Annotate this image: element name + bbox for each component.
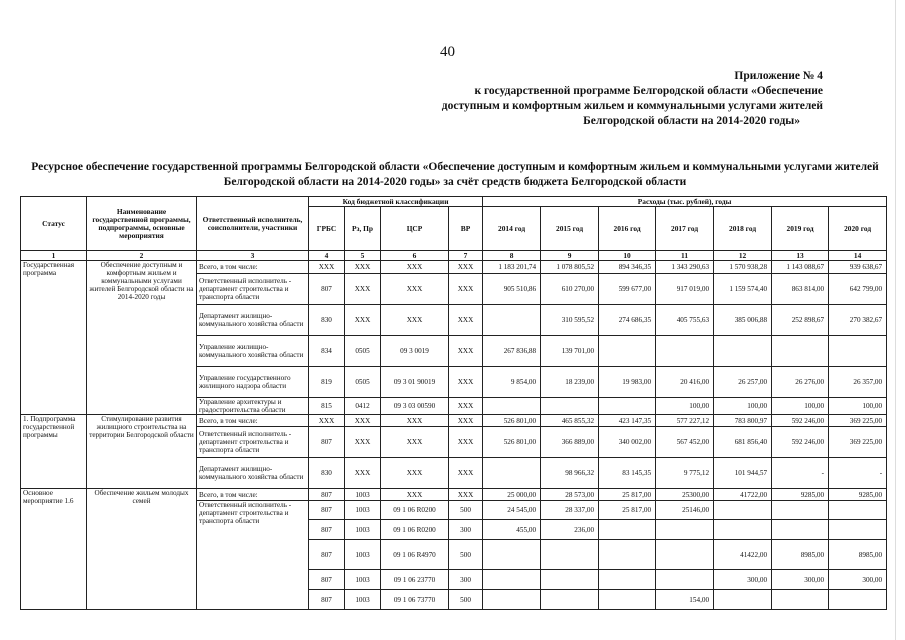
row-executor: Всего, в том числе: <box>197 415 309 427</box>
table-cell: ХХХ <box>381 427 449 458</box>
table-row <box>21 415 887 427</box>
table-cell: 526 801,00 <box>483 427 541 458</box>
table-cell <box>772 336 829 367</box>
header-name: Наименование государственной программы, подпрограммы, основные мероприятия <box>87 197 197 251</box>
table-cell: 807 <box>309 489 345 501</box>
table-cell: 101 944,57 <box>714 458 772 489</box>
table-cell: 1 159 574,40 <box>714 274 772 305</box>
table-cell: 25 000,00 <box>483 489 541 501</box>
table-cell <box>483 458 541 489</box>
table-cell: ХХХ <box>381 489 449 501</box>
table-cell: 300 <box>449 570 483 590</box>
table-cell: 9285,00 <box>772 489 829 501</box>
header-2018: 2018 год <box>714 207 772 251</box>
table-cell: ХХХ <box>309 261 345 274</box>
table-cell: 41422,00 <box>714 540 772 570</box>
table-cell: 592 246,00 <box>772 427 829 458</box>
table-cell <box>656 570 714 590</box>
table-cell: 09 3 01 90019 <box>381 367 449 398</box>
table-cell: 863 814,00 <box>772 274 829 305</box>
col-num: 2 <box>87 251 197 261</box>
table-cell: ХХХ <box>449 398 483 415</box>
table-cell: ХХХ <box>345 427 381 458</box>
table-cell: 830 <box>309 305 345 336</box>
table-cell: 917 019,00 <box>656 274 714 305</box>
table-cell: 9 854,00 <box>483 367 541 398</box>
table-cell <box>599 336 656 367</box>
table-cell: 1 570 938,28 <box>714 261 772 274</box>
table-cell: 807 <box>309 540 345 570</box>
table-cell: 1003 <box>345 590 381 610</box>
table-cell: 25 817,00 <box>599 501 656 520</box>
row-name: Обеспечение доступным и комфортным жильем и коммунальными услугами жителей Белгородской области на 2014-2020 годы <box>87 261 197 415</box>
table-cell: ХХХ <box>309 415 345 427</box>
col-num: 13 <box>772 251 829 261</box>
table-cell <box>656 540 714 570</box>
table-cell: 807 <box>309 427 345 458</box>
table-cell: 139 701,00 <box>541 336 599 367</box>
table-cell: 100,00 <box>772 398 829 415</box>
table-cell: ХХХ <box>449 274 483 305</box>
table-cell <box>656 520 714 540</box>
table-cell <box>829 501 887 520</box>
col-num: 11 <box>656 251 714 261</box>
table-cell: 405 755,63 <box>656 305 714 336</box>
row-executor: Управление государственного жилищного надзора области <box>197 367 309 398</box>
header-2014: 2014 год <box>483 207 541 251</box>
table-cell: 9 775,12 <box>656 458 714 489</box>
table-cell: 577 227,12 <box>656 415 714 427</box>
table-cell: 09 1 06 R0200 <box>381 520 449 540</box>
table-cell <box>599 398 656 415</box>
col-num: 5 <box>345 251 381 261</box>
row-status: Государственная программа <box>21 261 87 415</box>
table-cell: ХХХ <box>449 415 483 427</box>
table-cell: 1003 <box>345 570 381 590</box>
table-cell <box>483 590 541 610</box>
table-cell <box>829 336 887 367</box>
table-cell: 1 343 290,63 <box>656 261 714 274</box>
appendix-line-4: Белгородской области на 2014-2020 годы» <box>583 115 800 127</box>
table-cell: 567 452,00 <box>656 427 714 458</box>
table-cell: 1003 <box>345 540 381 570</box>
scan-edge <box>895 0 896 640</box>
table-cell: 830 <box>309 458 345 489</box>
table-cell <box>541 540 599 570</box>
table-cell: 267 836,88 <box>483 336 541 367</box>
table-cell: ХХХ <box>345 458 381 489</box>
table-cell: 300,00 <box>772 570 829 590</box>
table-cell: ХХХ <box>381 261 449 274</box>
header-2020: 2020 год <box>829 207 887 251</box>
col-num: 10 <box>599 251 656 261</box>
table-cell: 274 686,35 <box>599 305 656 336</box>
table-cell: 09 3 0019 <box>381 336 449 367</box>
col-num: 1 <box>21 251 87 261</box>
table-cell: 1003 <box>345 489 381 501</box>
table-cell: 83 145,35 <box>599 458 656 489</box>
table-cell <box>599 570 656 590</box>
row-name: Стимулирование развития жилищного строительства на территории Белгородской области <box>87 415 197 489</box>
table-cell: 100,00 <box>714 398 772 415</box>
table-cell: 9285,00 <box>829 489 887 501</box>
table-cell: ХХХ <box>381 415 449 427</box>
col-num: 3 <box>197 251 309 261</box>
table-cell: 25146,00 <box>656 501 714 520</box>
row-executor: Ответственный исполнитель - департамент строительства и транспорта области <box>197 427 309 458</box>
table-cell: ХХХ <box>449 261 483 274</box>
table-cell: 783 800,97 <box>714 415 772 427</box>
row-executor: Департамент жилищно-коммунального хозяйства области <box>197 458 309 489</box>
table-cell: 500 <box>449 590 483 610</box>
table-cell: 592 246,00 <box>772 415 829 427</box>
table-cell <box>714 590 772 610</box>
header-executor: Ответственный исполнитель, соисполнители, участники <box>197 197 309 251</box>
table-cell: 8985,00 <box>772 540 829 570</box>
table-cell: 0505 <box>345 367 381 398</box>
table-cell <box>541 398 599 415</box>
table-cell: 300,00 <box>714 570 772 590</box>
table-cell: ХХХ <box>345 274 381 305</box>
table-cell: 369 225,00 <box>829 427 887 458</box>
header-vr: ВР <box>449 207 483 251</box>
table-cell: 09 1 06 73770 <box>381 590 449 610</box>
row-status: Основное мероприятие 1.6 <box>21 489 87 610</box>
resource-table <box>20 196 887 610</box>
table-cell <box>656 336 714 367</box>
header-status: Статус <box>21 197 87 251</box>
table-cell <box>483 540 541 570</box>
header-csr: ЦСР <box>381 207 449 251</box>
table-cell: 26 357,00 <box>829 367 887 398</box>
table-cell <box>714 501 772 520</box>
table-cell: - <box>772 458 829 489</box>
table-cell: 681 856,40 <box>714 427 772 458</box>
table-cell <box>599 590 656 610</box>
table-cell <box>599 540 656 570</box>
table-cell: 894 346,35 <box>599 261 656 274</box>
table-cell: 0505 <box>345 336 381 367</box>
header-2017: 2017 год <box>656 207 714 251</box>
table-cell: ХХХ <box>449 458 483 489</box>
table-cell: 1 183 201,74 <box>483 261 541 274</box>
table-cell: 28 573,00 <box>541 489 599 501</box>
col-num: 14 <box>829 251 887 261</box>
title-line-2: Белгородской области на 2014-2020 годы» за счёт средств бюджета Белгородской области <box>223 176 687 188</box>
table-cell: 28 337,00 <box>541 501 599 520</box>
table-cell <box>541 570 599 590</box>
table-cell: 500 <box>449 501 483 520</box>
table-cell: 98 966,32 <box>541 458 599 489</box>
table-cell: 455,00 <box>483 520 541 540</box>
table-cell: 25 817,00 <box>599 489 656 501</box>
table-cell <box>483 398 541 415</box>
table-cell <box>599 520 656 540</box>
table-cell: 610 270,00 <box>541 274 599 305</box>
table-cell: 807 <box>309 520 345 540</box>
table-cell: ХХХ <box>345 415 381 427</box>
table-cell: 09 3 03 00590 <box>381 398 449 415</box>
table-cell: 385 006,88 <box>714 305 772 336</box>
table-cell: 340 002,00 <box>599 427 656 458</box>
table-cell: - <box>829 458 887 489</box>
row-status: 1. Подпрограмма государственной программы <box>21 415 87 489</box>
table-cell: ХХХ <box>449 427 483 458</box>
table-cell <box>772 501 829 520</box>
table-cell: 8985,00 <box>829 540 887 570</box>
table-cell: ХХХ <box>449 489 483 501</box>
table-cell: 366 889,00 <box>541 427 599 458</box>
col-num: 8 <box>483 251 541 261</box>
header-rzpr: Рз, Пр <box>345 207 381 251</box>
table-cell: 642 799,00 <box>829 274 887 305</box>
row-executor: Управление жилищно-коммунального хозяйства области <box>197 336 309 367</box>
table-cell: ХХХ <box>449 336 483 367</box>
table-cell: 807 <box>309 274 345 305</box>
table-cell: 252 898,67 <box>772 305 829 336</box>
table-cell: 20 416,00 <box>656 367 714 398</box>
table-cell: 310 595,52 <box>541 305 599 336</box>
table-cell: 09 1 06 23770 <box>381 570 449 590</box>
table-cell: ХХХ <box>381 458 449 489</box>
table-cell: 25300,00 <box>656 489 714 501</box>
table-cell: 26 257,00 <box>714 367 772 398</box>
table-cell: 26 276,00 <box>772 367 829 398</box>
col-num: 6 <box>381 251 449 261</box>
row-executor: Ответственный исполнитель - департамент строительства и транспорта области <box>197 274 309 305</box>
row-name: Обеспечение жильем молодых семей <box>87 489 197 610</box>
table-cell: 100,00 <box>656 398 714 415</box>
table-cell: 1003 <box>345 520 381 540</box>
table-cell: 270 382,67 <box>829 305 887 336</box>
row-executor: Всего, в том числе: <box>197 489 309 501</box>
table-cell: 1003 <box>345 501 381 520</box>
document-title <box>20 160 890 190</box>
table-cell: ХХХ <box>381 305 449 336</box>
table-cell: 526 801,00 <box>483 415 541 427</box>
table-cell: ХХХ <box>345 261 381 274</box>
table-cell: 807 <box>309 590 345 610</box>
appendix-line-2: к государственной программе Белгородской области «Обеспечение <box>474 85 823 97</box>
header-grbs: ГРБС <box>309 207 345 251</box>
table-cell <box>829 520 887 540</box>
table-cell: 465 855,32 <box>541 415 599 427</box>
table-cell <box>829 590 887 610</box>
table-cell <box>714 336 772 367</box>
table-cell <box>483 570 541 590</box>
table-cell: 236,00 <box>541 520 599 540</box>
page-number: 40 <box>440 44 455 60</box>
table-cell: 19 983,00 <box>599 367 656 398</box>
table-cell: 41722,00 <box>714 489 772 501</box>
table-cell: ХХХ <box>345 305 381 336</box>
appendix-line-3: доступным и комфортным жильем и коммунальными услугами жителей <box>441 100 823 112</box>
table-cell: 100,00 <box>829 398 887 415</box>
table-cell: 807 <box>309 501 345 520</box>
row-executor: Департамент жилищно-коммунального хозяйства области <box>197 305 309 336</box>
col-num: 12 <box>714 251 772 261</box>
header-expenses-group: Расходы (тыс. рублей), годы <box>483 197 887 207</box>
header-2016: 2016 год <box>599 207 656 251</box>
appendix-line-1: Приложение № 4 <box>734 70 823 82</box>
table-cell: 939 638,67 <box>829 261 887 274</box>
table-cell: 1 143 088,67 <box>772 261 829 274</box>
table-body <box>21 261 887 610</box>
table-cell: 815 <box>309 398 345 415</box>
table-cell <box>772 520 829 540</box>
table-cell: ХХХ <box>381 274 449 305</box>
table-cell: 423 147,35 <box>599 415 656 427</box>
col-num: 4 <box>309 251 345 261</box>
table-cell: 09 1 06 R4970 <box>381 540 449 570</box>
col-num: 9 <box>541 251 599 261</box>
table-cell: 0412 <box>345 398 381 415</box>
table-cell: 24 545,00 <box>483 501 541 520</box>
row-executor: Управление архитектуры и градостроительства области <box>197 398 309 415</box>
table-cell: 819 <box>309 367 345 398</box>
header-2015: 2015 год <box>541 207 599 251</box>
table-cell: 369 225,00 <box>829 415 887 427</box>
table-cell: 834 <box>309 336 345 367</box>
table-cell: 154,00 <box>656 590 714 610</box>
row-executor: Ответственный исполнитель - департамент строительства и транспорта области <box>197 501 309 610</box>
table-cell: 09 1 06 R0200 <box>381 501 449 520</box>
table-cell: 599 677,00 <box>599 274 656 305</box>
table-row <box>21 489 887 501</box>
table-cell: 1 078 805,52 <box>541 261 599 274</box>
row-executor: Всего, в том числе: <box>197 261 309 274</box>
table-cell: 18 239,00 <box>541 367 599 398</box>
table-cell: ХХХ <box>449 305 483 336</box>
col-num: 7 <box>449 251 483 261</box>
table-cell <box>772 590 829 610</box>
title-line-1: Ресурсное обеспечение государственной программы Белгородской области «Обеспечение доступным и комфортным жильем и коммунальными услугами жителей <box>31 161 879 173</box>
table-cell: 300 <box>449 520 483 540</box>
header-code-group: Код бюджетной классификации <box>309 197 483 207</box>
table-cell <box>714 520 772 540</box>
table-cell <box>483 305 541 336</box>
table-cell <box>541 590 599 610</box>
table-cell: 807 <box>309 570 345 590</box>
table-cell: 905 510,86 <box>483 274 541 305</box>
table-cell: 500 <box>449 540 483 570</box>
table-cell: 300,00 <box>829 570 887 590</box>
header-2019: 2019 год <box>772 207 829 251</box>
table-cell: ХХХ <box>449 367 483 398</box>
table-row <box>21 261 887 274</box>
